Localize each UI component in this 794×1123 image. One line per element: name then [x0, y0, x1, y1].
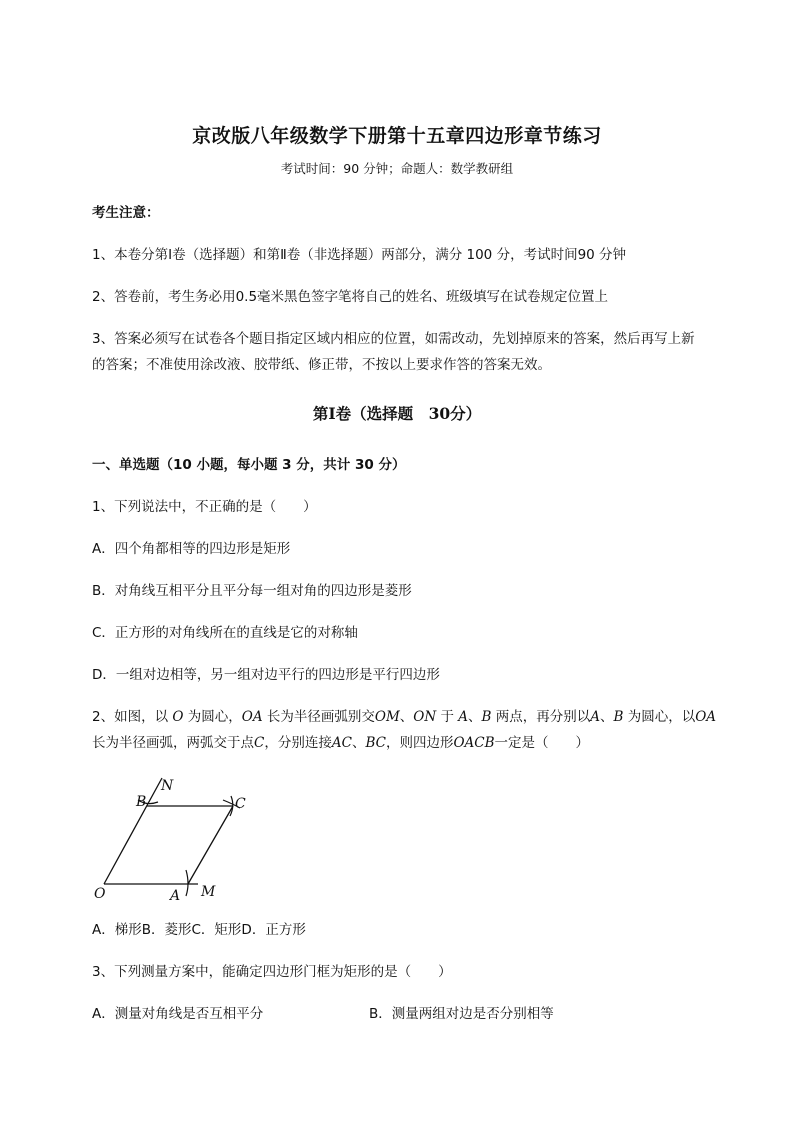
question-1-option-a: A．四个角都相等的四边形是矩形 [92, 541, 291, 557]
exam-title: 京改版八年级数学下册第十五章四边形章节练习 [192, 125, 602, 147]
label-c: C [235, 796, 246, 812]
question-2-line-1: 2、如图，以 O 为圆心，OA 长为半径画弧别交OM、ON 于 A、B 两点，再分别以A、B 为圆心，以OA [92, 709, 717, 725]
notice-item-1: 1、本卷分第Ⅰ卷（选择题）和第Ⅱ卷（非选择题）两部分，满分 100 分，考试时间90 分钟 [92, 247, 627, 263]
question-2-figure [90, 772, 246, 907]
segment-ac [188, 806, 233, 884]
label-b: B [136, 794, 147, 810]
label-o: O [94, 886, 106, 902]
question-1-option-b: B．对角线互相平分且平分每一组对角的四边形是菱形 [92, 583, 412, 599]
label-m: M [201, 884, 216, 900]
notice-item-3-cont: 的答案；不准使用涂改液、胶带纸、修正带，不按以上要求作答的答案无效。 [92, 357, 551, 373]
ray-on [104, 778, 162, 884]
question-3-option-b: B．测量两组对边是否分别相等 [369, 1006, 554, 1022]
question-2-options: A．梯形B．菱形C．矩形D．正方形 [92, 922, 306, 938]
notice-item-3: 3、答案必须写在试卷各个题目指定区域内相应的位置，如需改动，先划掉原来的答案，然后再写上新 [92, 331, 695, 347]
notice-item-2: 2、答卷前，考生务必用0.5毫米黑色签字笔将自己的姓名、班级填写在试卷规定位置上 [92, 289, 609, 305]
label-n: N [161, 778, 174, 794]
part-heading: 一、单选题（10 小题，每小题 3 分，共计 30 分） [92, 457, 406, 473]
arc-mark-a [186, 870, 188, 896]
question-3-stem: 3、下列测量方案中，能确定四边形门框为矩形的是（ ） [92, 964, 452, 980]
question-1-option-c: C．正方形的对角线所在的直线是它的对称轴 [92, 625, 358, 641]
exam-subtitle: 考试时间：90 分钟；命题人：数学教研组 [280, 161, 514, 176]
section-title: 第Ⅰ卷（选择题 30分） [312, 404, 482, 423]
notice-heading: 考生注意： [92, 205, 160, 221]
question-1-stem: 1、下列说法中，不正确的是（ ） [92, 499, 317, 515]
question-3-option-a: A．测量对角线是否互相平分 [92, 1006, 264, 1022]
label-a: A [170, 888, 181, 904]
question-1-option-d: D．一组对边相等，另一组对边平行的四边形是平行四边形 [92, 667, 440, 683]
question-2-line-2: 长为半径画弧，两弧交于点C，分别连接AC、BC，则四边形OACB一定是（ ） [92, 735, 590, 751]
